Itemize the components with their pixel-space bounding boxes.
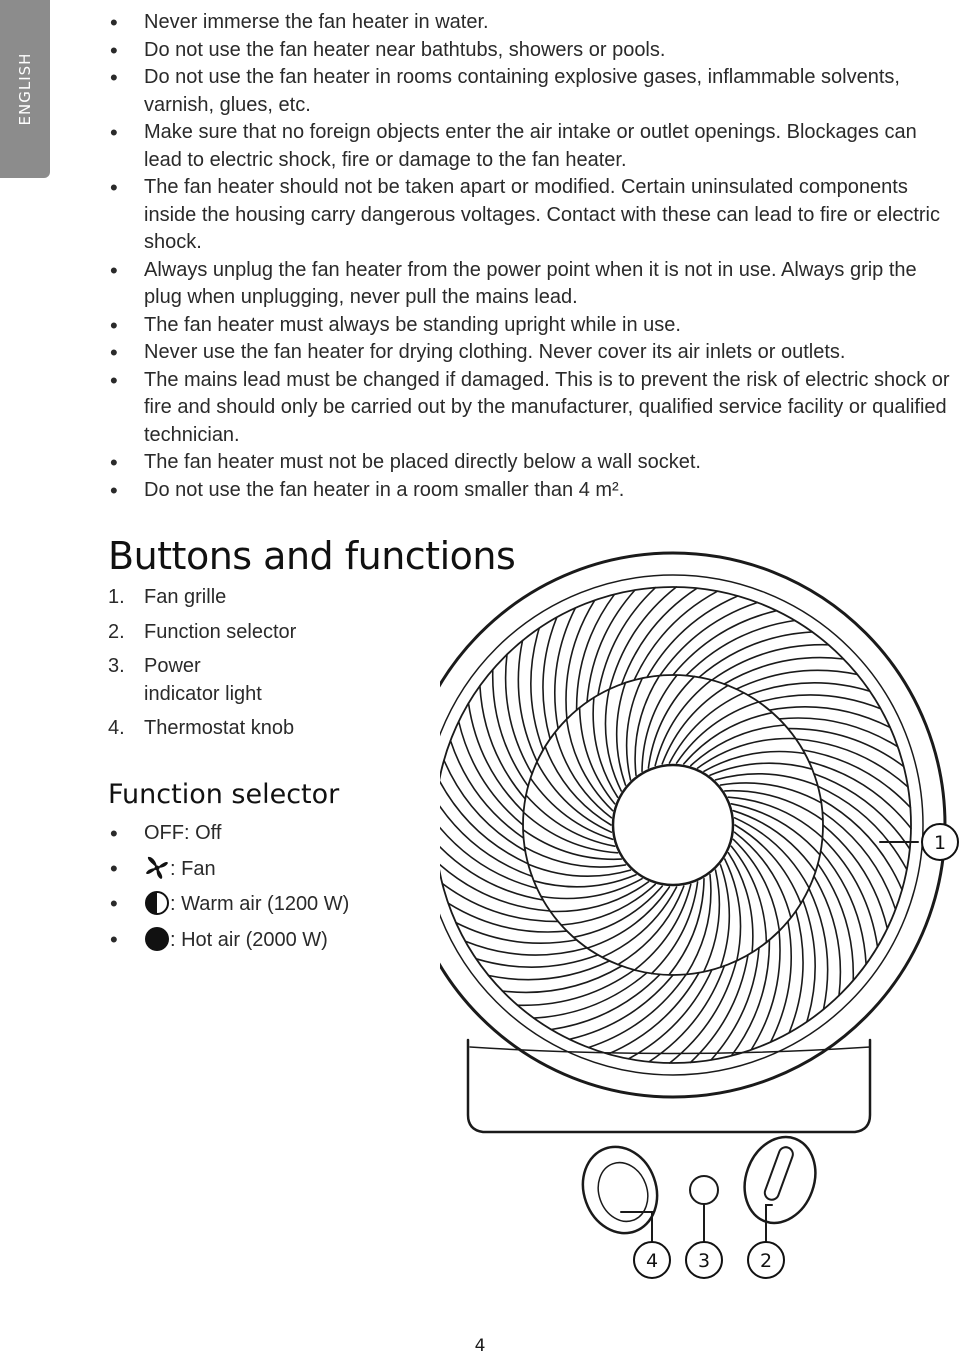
buttons-heading: Buttons and functions bbox=[108, 534, 516, 578]
language-tab bbox=[0, 0, 50, 178]
safety-bullet: • Never use the fan heater for drying clothing. Never cover its air inlets or outlets. bbox=[108, 339, 953, 367]
function-item-warm bbox=[108, 890, 408, 919]
full-circle-icon bbox=[144, 926, 170, 952]
function-item-text: : Warm air (1200 W) bbox=[170, 893, 350, 915]
button-item-number: 4. bbox=[108, 717, 125, 739]
safety-bullet: • The mains lead must be changed if damaged. This is to prevent the risk of electric shock or fire and should only be carried out by the manufacturer, qualified service facility or qualified technician. bbox=[108, 367, 953, 450]
callout-1 bbox=[922, 824, 958, 860]
function-item-text: : Fan bbox=[170, 857, 216, 880]
button-item-label: Power indicator light bbox=[144, 655, 262, 705]
callout-3 bbox=[686, 1242, 722, 1278]
button-item-label: Thermostat knob bbox=[144, 717, 295, 739]
callout-2 bbox=[748, 1242, 784, 1278]
button-item-number: 2. bbox=[108, 620, 125, 643]
function-item-fan bbox=[108, 855, 408, 884]
callout-3-label: 3 bbox=[697, 1250, 711, 1272]
language-tab-label: ENGLISH bbox=[16, 52, 34, 126]
function-item-text: OFF: Off bbox=[144, 822, 222, 844]
function-item-off bbox=[108, 820, 408, 848]
half-circle-icon bbox=[144, 890, 170, 916]
function-selector-list bbox=[108, 820, 408, 961]
function-selector-knob[interactable] bbox=[733, 1127, 827, 1233]
callout-1-label: 1 bbox=[933, 832, 947, 854]
safety-bullet: • Never immerse the fan heater in water. bbox=[108, 9, 953, 37]
safety-bullet: • Do not use the fan heater in rooms containing explosive gases, inflammable solvents, varnish, glues, etc. bbox=[108, 64, 953, 119]
button-item-number: 1. bbox=[108, 586, 125, 608]
function-item-text: : Hot air (2000 W) bbox=[170, 928, 328, 951]
safety-bullet: • Always unplug the fan heater from the power point when it is not in use. Always grip the plug when unplugging, never pull the mains lead. bbox=[108, 257, 953, 312]
safety-bullet: • The fan heater must not be placed directly below a wall socket. bbox=[108, 449, 953, 477]
safety-bullet: • Make sure that no foreign objects enter the air intake or outlet openings. Blockages can lead to electric shock, fire or damage to the fan heater. bbox=[108, 119, 953, 174]
safety-bullet: • The fan heater should not be taken apart or modified. Certain uninsulated components inside the housing carry dangerous voltages. Contact with these can lead to fire or electric shock. bbox=[108, 174, 953, 257]
button-item bbox=[108, 653, 388, 708]
thermostat-knob[interactable] bbox=[571, 1136, 669, 1243]
button-item-label: Function selector bbox=[144, 620, 297, 643]
safety-bullet: • Do not use the fan heater near bathtubs, showers or pools. bbox=[108, 37, 953, 65]
button-item bbox=[108, 619, 388, 647]
function-selector-heading: Function selector bbox=[108, 779, 340, 810]
safety-instructions-list bbox=[108, 9, 953, 504]
button-item-number: 3. bbox=[108, 655, 125, 677]
power-indicator-light bbox=[690, 1176, 718, 1204]
safety-bullet: • The fan heater must always be standing upright while in use. bbox=[108, 312, 953, 340]
callout-4-label: 4 bbox=[645, 1250, 659, 1272]
button-item bbox=[108, 715, 388, 743]
buttons-list bbox=[108, 584, 388, 750]
page-number: 4 bbox=[474, 1336, 486, 1356]
button-item-label: Fan grille bbox=[144, 586, 227, 608]
button-item bbox=[108, 584, 388, 612]
grille-hub bbox=[613, 765, 733, 885]
fan-icon bbox=[144, 855, 170, 881]
callout-2-label: 2 bbox=[759, 1250, 773, 1272]
function-item-hot bbox=[108, 926, 408, 955]
safety-bullet: • Do not use the fan heater in a room smaller than 4 m². bbox=[108, 477, 953, 505]
fan-heater-diagram bbox=[440, 540, 960, 1300]
callout-4 bbox=[634, 1242, 670, 1278]
